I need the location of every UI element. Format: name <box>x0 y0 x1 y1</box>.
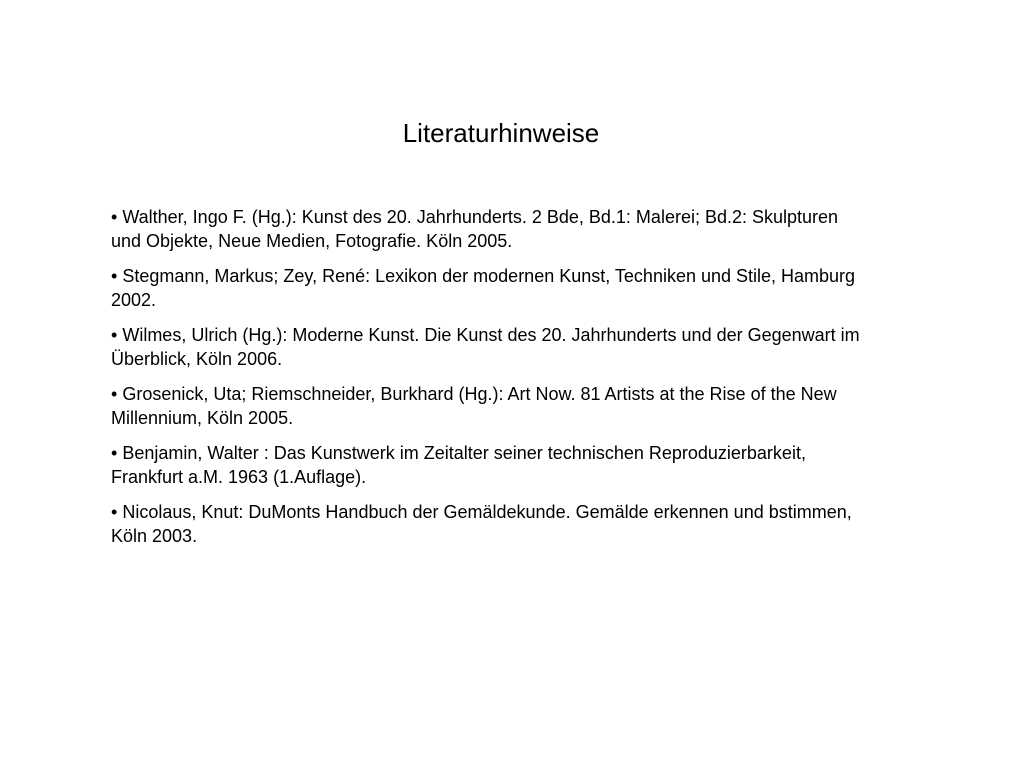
bibliography-item <box>111 500 871 548</box>
bullet: • <box>111 502 118 522</box>
bibliography-item <box>111 205 871 253</box>
reference-text: Benjamin, Walter : Das Kunstwerk im Zeitalter seiner technischen Reproduzierbarkeit, Frankfurt a.M. 1963 (1.Auflage). <box>111 443 806 487</box>
bibliography-item <box>111 382 871 430</box>
bibliography-item <box>111 441 871 489</box>
bullet: • <box>111 325 118 345</box>
bibliography-list <box>111 205 871 559</box>
reference-text: Grosenick, Uta; Riemschneider, Burkhard (Hg.): Art Now. 81 Artists at the Rise of the New Millennium, Köln 2005. <box>111 384 837 428</box>
bullet: • <box>111 207 118 227</box>
bibliography-item <box>111 264 871 312</box>
bullet: • <box>111 266 118 286</box>
bibliography-item <box>111 323 871 371</box>
slide-title: Literaturhinweise <box>402 118 600 148</box>
bullet: • <box>111 443 118 463</box>
reference-text: Nicolaus, Knut: DuMonts Handbuch der Gemäldekunde. Gemälde erkennen und bstimmen, Köln 2003. <box>111 502 852 546</box>
reference-text: Wilmes, Ulrich (Hg.): Moderne Kunst. Die Kunst des 20. Jahrhunderts und der Gegenwart im Überblick, Köln 2006. <box>111 325 860 369</box>
bullet: • <box>111 384 118 404</box>
reference-text: Walther, Ingo F. (Hg.): Kunst des 20. Jahrhunderts. 2 Bde, Bd.1: Malerei; Bd.2: Skulpturen und Objekte, Neue Medien, Fotografie. Köln 2005. <box>111 207 839 251</box>
reference-text: Stegmann, Markus; Zey, René: Lexikon der modernen Kunst, Techniken und Stile, Hamburg 2002. <box>111 266 856 310</box>
